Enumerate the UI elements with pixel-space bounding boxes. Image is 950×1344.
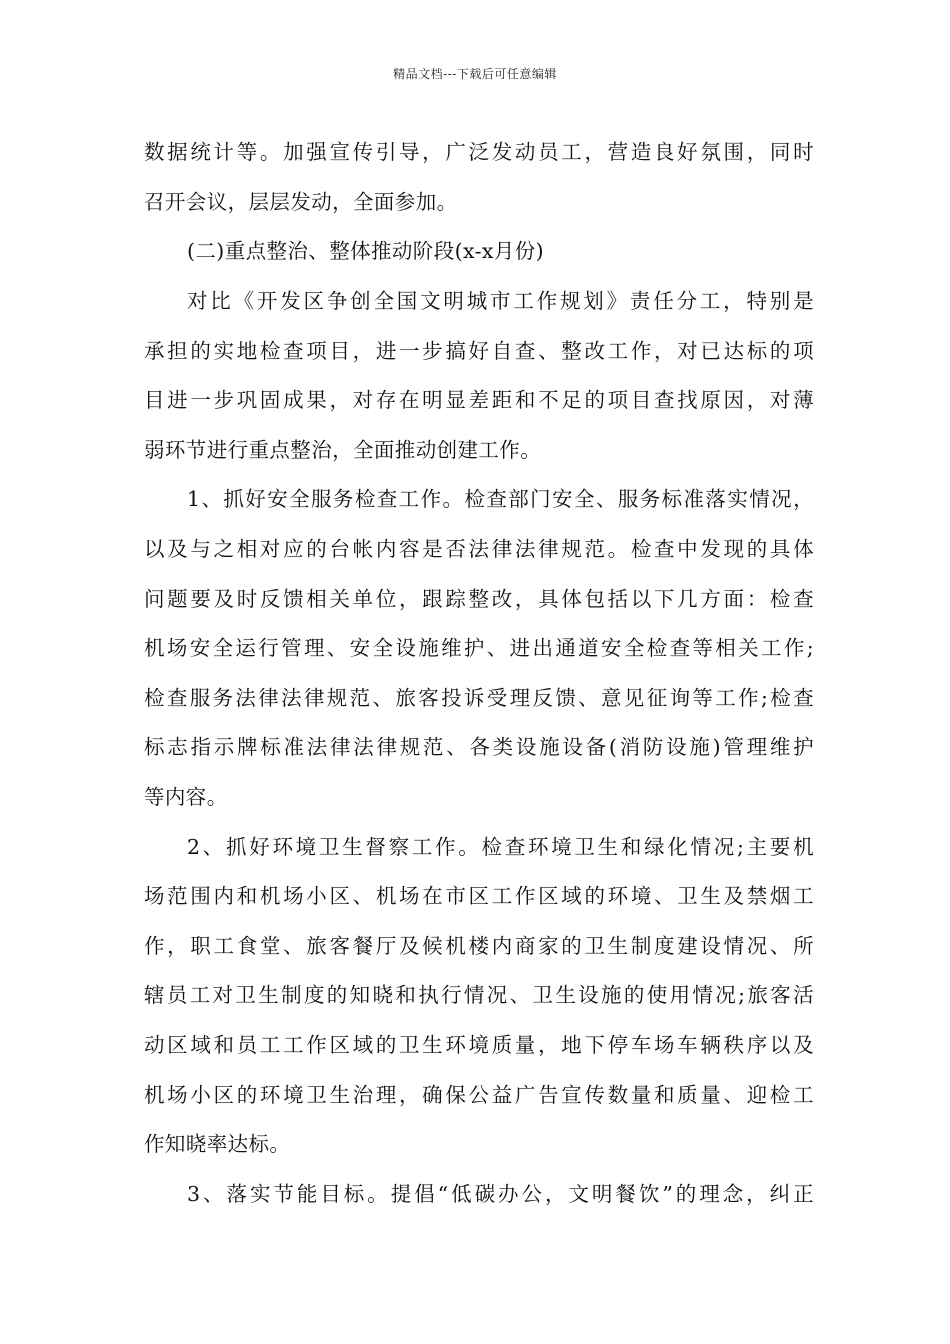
text-line: 3、落实节能目标。提倡“低碳办公，文明餐饮”的理念，纠正 <box>187 1182 814 1206</box>
text-line: 作，职工食堂、旅客餐厅及候机楼内商家的卫生制度建设情况、所 <box>144 934 814 958</box>
text-line: 等内容。 <box>144 785 228 809</box>
text-line: 弱环节进行重点整治，全面推动创建工作。 <box>144 438 542 462</box>
text-line: 问题要及时反馈相关单位，跟踪整改，具体包括以下几方面：检查 <box>144 587 814 611</box>
section-heading: (二)重点整治、整体推动阶段(x-x月份) <box>187 239 545 263</box>
text-line: 辖员工对卫生制度的知晓和执行情况、卫生设施的使用情况;旅客活 <box>144 983 814 1007</box>
text-line: 动区域和员工工作区域的卫生环境质量，地下停车场车辆秩序以及 <box>144 1033 814 1057</box>
text-line: 承担的实地检查项目，进一步搞好自查、整改工作，对已达标的项 <box>144 339 814 363</box>
text-line: 目进一步巩固成果，对存在明显差距和不足的项目查找原因，对薄 <box>144 388 814 412</box>
text-line: 机场安全运行管理、安全设施维护、进出通道安全检查等相关工作; <box>144 636 814 660</box>
text-line: 数据统计等。加强宣传引导，广泛发动员工，营造良好氛围，同时 <box>144 140 814 164</box>
text-line: 2、抓好环境卫生督察工作。检查环境卫生和绿化情况;主要机 <box>187 835 814 859</box>
text-line: 场范围内和机场小区、机场在市区工作区域的环境、卫生及禁烟工 <box>144 884 814 908</box>
text-line: 以及与之相对应的台帐内容是否法律法律规范。检查中发现的具体 <box>144 537 814 561</box>
text-line: 检查服务法律法律规范、旅客投诉受理反馈、意见征询等工作;检查 <box>144 686 814 710</box>
text-line: 1、抓好安全服务检查工作。检查部门安全、服务标准落实情况， <box>187 487 814 511</box>
text-line: 作知晓率达标。 <box>144 1132 291 1156</box>
page-header: 精品文档---下载后可任意编辑 <box>393 67 557 81</box>
text-line: 标志指示牌标准法律法律规范、各类设施设备(消防设施)管理维护 <box>144 735 814 759</box>
text-line: 对比《开发区争创全国文明城市工作规划》责任分工，特别是 <box>187 289 814 313</box>
text-line: 机场小区的环境卫生治理，确保公益广告宣传数量和质量、迎检工 <box>144 1083 814 1107</box>
text-line: 召开会议，层层发动，全面参加。 <box>144 190 458 214</box>
